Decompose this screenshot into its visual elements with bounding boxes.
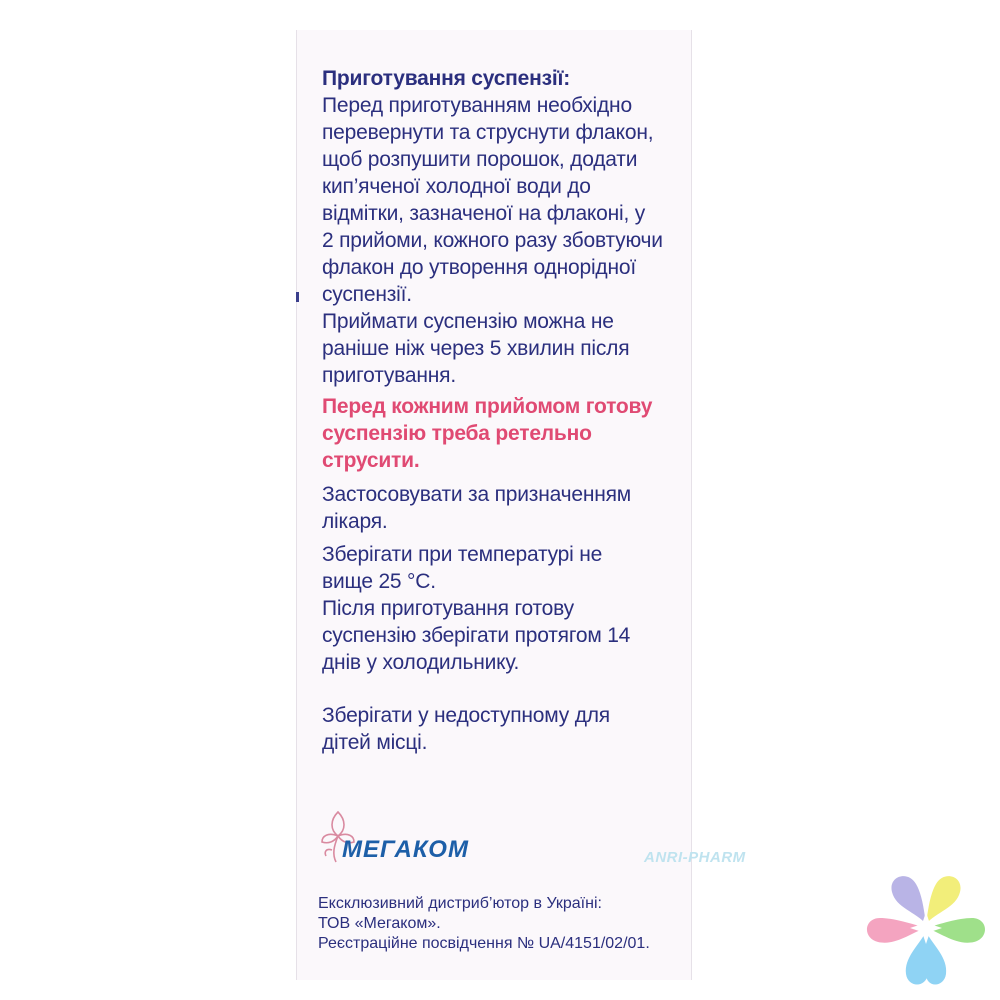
prep-line: раніше ніж через 5 хвилин після <box>322 337 630 360</box>
megakom-logo <box>318 806 518 866</box>
prep-line: кип’яченої холодної води до <box>322 175 591 198</box>
pharmacy-logo <box>856 862 996 992</box>
prep-line: Перед приготуванням необхідно <box>322 94 632 117</box>
prep-line: приготування. <box>322 364 456 387</box>
warning-line: струсити. <box>322 449 420 472</box>
prep-line: відмітки, зазначеної на флаконі, у <box>322 202 646 225</box>
preparation-section <box>322 65 692 389</box>
doctor-line: Застосовувати за призначенням <box>322 483 632 506</box>
footer-line: Ексклюзивний дистриб’ютор в Україні: <box>318 895 602 912</box>
watermark: ANRI-PHARM <box>644 849 746 866</box>
footer <box>318 894 708 954</box>
storage-line: Зберігати при температурі не <box>322 543 603 566</box>
prep-line: Приймати суспензію можна не <box>322 310 614 333</box>
footer-line: Реєстраційне посвідчення № UA/4151/02/01. <box>318 935 650 952</box>
storage-section <box>322 541 692 676</box>
doctor-section <box>322 481 692 535</box>
doctor-line: лікаря. <box>322 510 388 533</box>
prep-line: перевернути та струснути флакон, <box>322 121 654 144</box>
brand-name: МЕГАКОМ <box>342 836 469 863</box>
preparation-title: Приготування суспензії: <box>322 67 570 90</box>
prep-line: суспензії. <box>322 283 412 306</box>
children-line: дітей місці. <box>322 731 428 754</box>
package-edge-mark <box>296 292 299 302</box>
hearts-flower-icon <box>856 862 996 992</box>
footer-line: ТОВ «Мегаком». <box>318 915 441 932</box>
warning-line: суспензію треба ретельно <box>322 422 592 445</box>
prep-line: 2 прийоми, кожного разу збовтуючи <box>322 229 663 252</box>
storage-line: вище 25 °С. <box>322 570 436 593</box>
children-line: Зберігати у недоступному для <box>322 704 610 727</box>
warning-section <box>322 393 692 474</box>
prep-line: щоб розпушити порошок, додати <box>322 148 638 171</box>
storage-line: суспензію зберігати протягом 14 <box>322 624 631 647</box>
storage-line: Після приготування готову <box>322 597 574 620</box>
prep-line: флакон до утворення однорідної <box>322 256 636 279</box>
children-section <box>322 702 692 756</box>
storage-line: днів у холодильнику. <box>322 651 520 674</box>
warning-line: Перед кожним прийомом готову <box>322 395 653 418</box>
